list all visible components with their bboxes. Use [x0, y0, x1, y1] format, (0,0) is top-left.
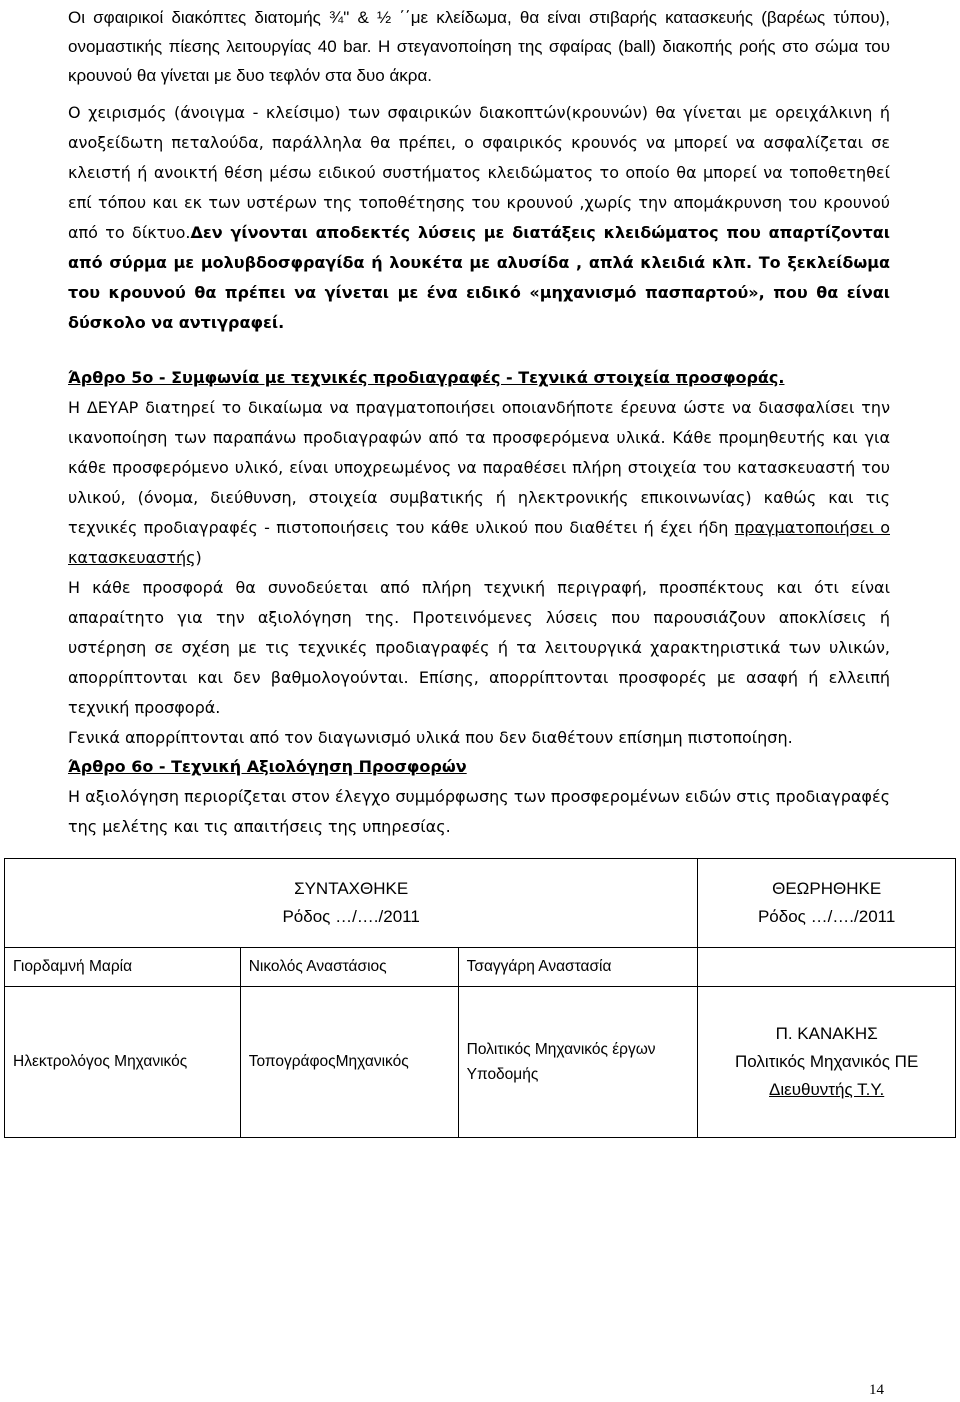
- fraction-one-half: ½: [377, 8, 392, 27]
- role-cell: Ηλεκτρολόγος Μηχανικός: [5, 987, 241, 1138]
- page-number: 14: [869, 1382, 884, 1398]
- article-5-heading: Άρθρο 5ο - Συμφωνία με τεχνικές προδιαγραφές - Τεχνικά στοιχεία προσφοράς.: [68, 368, 785, 387]
- fraction-three-quarters: ¾: [329, 8, 344, 27]
- name-cell: Νικολός Αναστάσιος: [240, 948, 458, 987]
- empty-cell: [698, 948, 956, 987]
- name-cell: Γιορδαμνή Μαρία: [5, 948, 241, 987]
- valve-spec-paragraph: Οι σφαιρικοί διακόπτες διατομής ¾" & ½ ΄΄με κλείδωμα, θα είναι στιβαρής κατασκευής (βαρέως τύπου), ονομαστικής πίεσης λειτουργίας 40 bar. Η στεγανοποίηση της σφαίρας (ball) διακοπής ροής στο σώμα του κρουνού θα γίνεται με δυο τεφλόν στα δυο άκρα.: [68, 8, 890, 85]
- name-cell: Τσαγγάρη Αναστασία: [458, 948, 698, 987]
- director-cell: Π. ΚΑΝΑΚΗΣ Πολιτικός Μηχανικός ΠΕ Διευθυντής Τ.Υ.: [698, 987, 956, 1138]
- role-cell: Πολιτικός Μηχανικός έργων Υποδομής: [458, 987, 698, 1138]
- article-6-heading: Άρθρο 6ο - Τεχνική Αξιολόγηση Προσφορών: [68, 757, 467, 776]
- locking-requirement-bold: Δεν γίνονται αποδεκτές λύσεις με διατάξεις κλειδώματος που απαρτίζονται από σύρμα με μολυβδοσφραγίδα ή λουκέτα με αλυσίδα , απλά κλειδιά κλπ. Το ξεκλείδωμα του κρουνού θα πρέπει να γίνεται με ένα ειδικό «μηχανισμό πασπαρτού», που θα είναι δύσκολο να αντιγραφεί.: [68, 223, 890, 332]
- reviewed-cell: ΘΕΩΡΗΘΗΚΕ Ρόδος …/…./2011: [698, 859, 956, 948]
- signature-table: [4, 858, 956, 1138]
- operation-paragraph: Ο χειρισμός (άνοιγμα - κλείσιμο) των σφαιρικών διακοπτών(κρουνών) θα γίνεται με ορειχάλκινη ή ανοξείδωτη πεταλούδα, παράλληλα θα πρέπει, ο σφαιρικός κρουνός να μπορεί να ασφαλίζεται σε κλειστή ή ανοικτή θέση μέσω ειδικού συστήματος κλειδώματος το οποίο θα μπορεί να τοποθετηθεί επί τόπου και εκ των υστέρων της τοποθέτησης του κρουνού ,χωρίς την απομάκρυνση του κρουνού από το δίκτυο.Δεν γίνονται αποδεκτές λύσεις με διατάξεις κλειδώματος που απαρτίζονται από σύρμα με μολυβδοσφραγίδα ή λουκέτα με αλυσίδα , απλά κλειδιά κλπ. Το ξεκλείδωμα του κρουνού θα πρέπει να γίνεται με ένα ειδικό «μηχανισμό πασπαρτού», που θα είναι δύσκολο να αντιγραφεί.: [68, 103, 890, 332]
- underlined-phrase: πραγματοποιήσει ο κατασκευαστής: [68, 518, 890, 567]
- composed-cell: ΣΥΝΤΑΧΘΗΚΕ Ρόδος …/…./2011: [5, 859, 698, 948]
- article-5: Άρθρο 5ο - Συμφωνία με τεχνικές προδιαγραφές - Τεχνικά στοιχεία προσφοράς. Η ΔΕΥΑΡ διατηρεί το δικαίωμα να πραγματοποιήσει οποιανδήποτε έρευνα ώστε να διασφαλίσει την ικανοποίηση των παραπάνω προδιαγραφών από τα προσφερόμενα υλικά. Κάθε προμηθευτής και για κάθε προσφερόμενο υλικό, είναι υποχρεωμένος να παραθέσει πλήρη στοιχεία του κατασκευαστή του υλικού, (όνομα, διεύθυνση, στοιχεία συμβατικής ή ηλεκτρονικής επικοινωνίας) καθώς και τις τεχνικές προδιαγραφές - πιστοποιήσεις του κάθε υλικού που διαθέτει ή έχει ήδη πραγματοποιήσει ο κατασκευαστής) Η κάθε προσφορά θα συνοδεύεται από πλήρη τεχνική περιγραφή, προσπέκτους και ότι είναι απαραίτητο για την αξιολόγηση της. Προτεινόμενες λύσεις που παρουσιάζουν αποκλίσεις ή υστέρηση σε σχέση με τις τεχνικές προδιαγραφές ή τα λειτουργικά χαρακτηριστικά των υλικών, απορρίπτονται και δεν βαθμολογούνται. Επίσης, απορρίπτονται προσφορές με ασαφή ή ελλειπή τεχνική προσφορά. Γενικά απορρίπτονται από τον διαγωνισμό υλικά που δεν διαθέτουν επίσημη πιστοποίηση.: [68, 368, 890, 747]
- article-6: Άρθρο 6ο - Τεχνική Αξιολόγηση Προσφορών Η αξιολόγηση περιορίζεται στον έλεγχο συμμόρφωσης των προσφερομένων ειδών στις προδιαγραφές της μελέτης και τις απαιτήσεις της υπηρεσίας.: [68, 757, 890, 836]
- role-cell: ΤοπογράφοςΜηχανικός: [240, 987, 458, 1138]
